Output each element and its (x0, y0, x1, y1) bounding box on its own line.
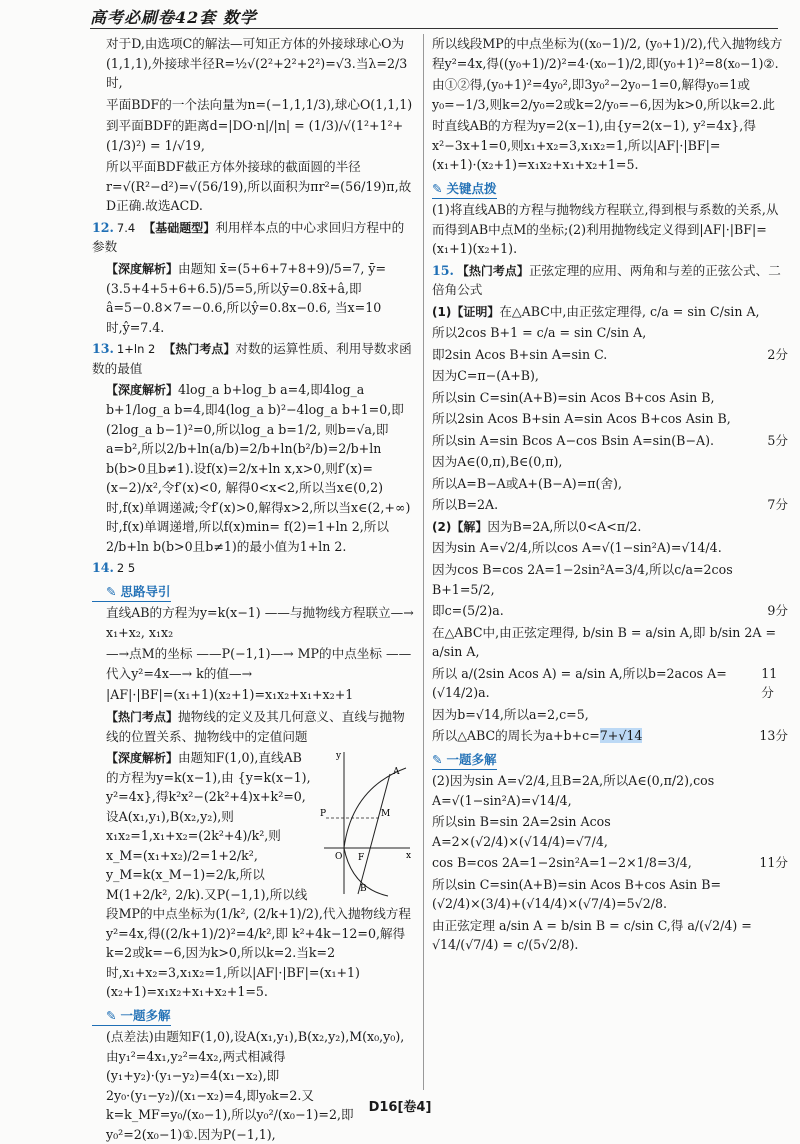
label-a: A (393, 767, 400, 778)
label-x: x (406, 851, 412, 862)
q13-answer: 1+ln 2 (116, 342, 156, 357)
q13-sol-line-2: 则b=√a,即a=b²,所以2/b+ln(a/b)=2/b+ln(b²/b)=2/b+ln b(b>0且b≠1).设f(x)=2/x+ln x,x>0,则f′(x)=(x−2)/x²,令f′(x)<0, (106, 421, 389, 496)
q14-guide-label: 思路导引 (120, 583, 171, 599)
pen-icon: ✎ (106, 583, 117, 599)
q13-number: 13. (92, 341, 114, 357)
q11-d-text-4: 所以平面BDF截正方体外接球的截面圆的半径r=√(R²−d²)=√(56/19),所以面积为πr²=(56/19)π,故D正确.故选ACD. (106, 159, 412, 214)
q12-answer: 7.4 (116, 220, 136, 235)
q15-p1-l10 (432, 495, 788, 515)
q14-alt-label: 一题多解 (120, 1007, 171, 1023)
q14-cont-3: 时直线AB的方程为y=2(x−1),由{y=2(x−1), y²=4x},得x²−3x+1=0,则x₁+x₂=3,x₁x₂=1,所以|AF|·|BF|=(x₁+1)·(x₂+1)=x₁x₂+x₁+x₂+1=5. (432, 118, 756, 173)
q15-p1-l7 (432, 431, 788, 451)
score-2: 2分 (767, 346, 788, 362)
score-9: 9分 (767, 603, 788, 619)
q15-p1-l5: 所以sin C=sin(A+B)=sin Acos B+cos Asin B, (432, 389, 715, 405)
q14-guide-heading (92, 582, 171, 602)
q14-cont-2: 由①②得,(y₀+1)²=4y₀²,即3y₀²−2y₀−1=0,解得y₀=1或y₀=−1/3,则k=2/y₀=2或k=2/y₀=−6,因为k>0,所以k=2.此 (432, 77, 775, 112)
q15-p1-l9: 所以A=B−A或A+(B−A)=π(舍), (432, 475, 622, 491)
q13-tag: 【热门考点】 (163, 342, 236, 357)
q13-sol-tag: 【深度解析】 (106, 383, 179, 398)
q15-p2-l2: 因为sin A=√2/4,所以cos A=√(1−sin²A)=√14/4. (432, 540, 722, 556)
q12-tag: 【基础题型】 (143, 220, 216, 235)
pen-icon: ✎ (432, 751, 443, 767)
page-footer: D16[卷4] (368, 1099, 432, 1115)
q13-sol-line-1: 4log_a b+log_b a=4,即4log_a b+1/log_a b=4,即4(log_a b)²−4log_a b+1=0,即(2log_a b−1)²=0,所以log_a b=1/2, (106, 382, 404, 437)
q14-topic (92, 707, 414, 746)
q15-number: 15. (432, 262, 454, 278)
q13-solution (92, 380, 414, 556)
label-b: B (360, 884, 367, 895)
q15-part2-line1 (432, 517, 788, 537)
key-point-text: (1)将直线AB的方程与抛物线方程联立,得到根与系数的关系,从而得到AB中点M的坐标;(2)利用抛物线定义得到|AF|·|BF|=(x₁+1)(x₂+1). (432, 201, 779, 257)
q14-tag: 【热门考点】 (106, 709, 179, 724)
q14-answer: 2 5 (116, 561, 136, 576)
q15-p1-l3 (432, 345, 788, 365)
alt-l1: (2)因为sin A=√2/4,且B=2A,所以A∈(0,π/2),cos A=√(1−sin²A)=√14/4, (432, 773, 715, 808)
q15-tag: 【热门考点】 (456, 263, 529, 278)
alt-l3 (432, 853, 788, 873)
q15-p2-l6 (432, 664, 788, 703)
page-header-title: 高考必刷卷42套 数学 (90, 8, 257, 27)
q15-p1-l10-text: 所以B=2A. (432, 497, 499, 513)
q15-p1-l1-text: 在△ABC中,由正弦定理得, c/a = sin C/sin A, (499, 303, 760, 319)
column-divider (423, 34, 424, 1090)
q15-p2-l4-text: 即c=(5/2)a. (432, 603, 504, 619)
q12-sol-tag: 【深度解析】 (106, 261, 179, 276)
q13-block (92, 339, 414, 378)
q11-d-text-3: 到平面BDF的距离d=|DO·n|/|n| = (1/3)/√(1²+1²+(1/3)²) = 1/√19, (106, 118, 404, 153)
q15-p1-l6: 所以2sin Acos B+sin A=sin Acos B+cos Asin B, (432, 411, 731, 427)
right-column (432, 34, 788, 1090)
q14-alt-text: (点差法)由题知F(1,0),设A(x₁,y₁),B(x₂,y₂),M(x₀,y₀),由y₁²=4x₁,y₂²=4x₂,两式相减得(y₁+y₂)·(y₁−y₂)=4(x₁−x₂),即2y₀·(y₁−y₂)/(x₁−x₂)=4,即y₀k=2.又k=k_MF=y₀/(x₀−1),所以y₀²/(x₀−1)=2,即y₀²=2(x₀−1)①.因为P(−1,1), (106, 1029, 405, 1142)
q15-p2-l4 (432, 601, 788, 621)
q15-p1-l8: 因为A∈(0,π),B∈(0,π), (432, 454, 563, 470)
label-m: M (381, 809, 391, 820)
pen-icon: ✎ (432, 180, 443, 196)
score-11: 11分 (761, 665, 778, 701)
q15-p2-l8-text: 所以△ABC的周长为a+b+c= (432, 728, 600, 744)
q12-intro: 利用样本点的中心求回归方程中的参数 (92, 219, 405, 255)
q15-p2-l5: 在△ABC中,由正弦定理得, b/sin B = a/sin A,即 b/sin 2A = a/sin A, (432, 624, 777, 660)
line-ab (358, 774, 390, 894)
q14-number: 14. (92, 560, 114, 576)
score-5: 5分 (767, 432, 788, 448)
parabola-upper (344, 768, 406, 848)
q14-solution (92, 748, 414, 1002)
label-f: F (358, 853, 365, 864)
q14-intro: 抛物线的定义及其几何意义、直线与抛物线的位置关系、抛物线中的定值问题 (106, 708, 405, 744)
q11-d-text-2: 平面BDF的一个法向量为n=(−1,1,1/3),球心O(1,1,1) (106, 96, 413, 112)
parabola-figure (318, 748, 414, 898)
q11-d-text-1: 对于D,由选项C的解法—可知正方体的外接球球心O为(1,1,1),外接球半径R=½√(2²+2²+2²)=√3.当λ=2/3时, (106, 36, 408, 91)
q15-block (432, 261, 788, 300)
q15-part2-tag: (2)【解】 (432, 519, 488, 534)
label-y: y (336, 751, 342, 762)
q12-sol-line-2: 当x=10时,ŷ=7.4. (106, 300, 382, 335)
q14-sol-tag: 【深度解析】 (106, 751, 179, 766)
q15-p2-l6-text: 所以 a/(2sin Acos A) = a/sin A,所以b=2acos A=(√14/2)a. (432, 665, 727, 701)
q15-p2-l1-text: 因为B=2A,所以0<A<π/2. (487, 518, 642, 534)
q14-guide-2: —→点M的坐标 ——P(−1,1)—→ MP的中点坐标 ——代入y²=4x—→ k的值—→ (106, 646, 412, 681)
perimeter-highlight: 7+√14 (599, 728, 643, 744)
q14-sol-2: M(1+2/k², 2/k).又P(−1,1),所以线段MP的中点坐标为(1/k², (2/k+1)/2),代入抛物线方程y²=4x,得((2/k+1)/2)²=4/k²,即 (106, 886, 411, 941)
alt-solution-heading (432, 750, 497, 770)
q15-p1-l3-text: 即2sin Acos B+sin A=sin C. (432, 346, 608, 362)
q15-p2-l3: 因为cos B=cos 2A=1−2sin²A=3/4,所以c/a=2cos B+1=5/2, (432, 561, 733, 597)
key-point-heading (432, 179, 497, 199)
alt-l5: 由正弦定理 a/sin A = b/sin B = c/sin C,得 a/(√2/4) = √14/(√7/4) = c/(5√2/8). (432, 917, 752, 953)
score-11-alt: 11分 (759, 855, 788, 871)
q15-intro: 正弦定理的应用、两角和与差的正弦公式、二倍角公式 (432, 262, 781, 298)
q14-guide-3: |AF|·|BF|=(x₁+1)(x₂+1)=x₁x₂+x₁+x₂+1 (106, 687, 354, 703)
q14-block (92, 558, 414, 578)
q12-sol-line-1: 由题知 x̄=(5+6+7+8+9)/5=7, ȳ=(3.5+4+5+6+6.5)/5=5,所以ȳ=0.8x̄+â,即â=5−0.8×7=−0.6,所以ŷ=0.8x−0.6, (106, 260, 387, 316)
alt-l4: 所以sin C=sin(A+B)=sin Acos B+cos Asin B=(√2/4)×(3/4)+(√14/4)×(√7/4)=5√2/8. (432, 876, 722, 912)
q15-p2-l8 (432, 726, 788, 746)
alt-l3-text: cos B=cos 2A=1−2sin²A=1−2×1/8=3/4, (432, 855, 692, 871)
q14-sol-1: 由题知F(1,0),直线AB的方程为y=k(x−1),由 {y=k(x−1), y²=4x},得k²x²−(2k²+4)x+k²=0,设A(x₁,y₁),B(x₂,y₂),则x₁x₂=1,x₁+x₂=(2k²+4)/k²,则x_M=(x₁+x₂)/2=1+2/k², y_M=k(x_M−1)=2/k,所以 (106, 750, 311, 883)
label-p: P (320, 809, 327, 820)
header-rule (90, 28, 778, 29)
q15-part1-line1 (432, 302, 788, 322)
q14-alt-heading (92, 1006, 171, 1026)
q15-p1-l4: 因为C=π−(A+B), (432, 368, 539, 384)
label-o: O (335, 852, 343, 863)
alt-solution-label: 一题多解 (446, 751, 497, 767)
pen-icon: ✎ (106, 1007, 117, 1023)
key-point-label: 关键点拨 (446, 180, 497, 196)
score-7: 7分 (767, 497, 788, 513)
q14-guide-1: 直线AB的方程为y=k(x−1) ——与抛物线方程联立—→ x₁+x₂, x₁x₂ (106, 605, 414, 640)
q13-sol-line-4: f(2)=1+ln 2,所以2/b+ln b(b>0且b≠1)的最小值为1+ln 2. (106, 519, 389, 554)
score-13: 13分 (759, 728, 788, 744)
q12-block (92, 218, 414, 257)
q14-sol-3: k²+4k−12=0,解得k=2或k=−6,因为k>0,所以k=2.当k=2时,x₁+x₂=3,x₁x₂=1,所以|AF|·|BF|=(x₁+1)(x₂+1)=x₁x₂+x₁+x₂+1=5. (106, 925, 406, 1000)
q13-sol-line-3: 解得0<x<2,所以当x∈(0,2)时,f(x)单调递减;令f′(x)>0,解得x>2,所以当x∈(2,+∞)时,f(x)单调递增,所以f(x)min= (106, 480, 411, 535)
q13-intro: 对数的运算性质、利用导数求函数的最值 (92, 341, 412, 376)
alt-l2: 所以sin B=sin 2A=2sin Acos A=2×(√2/4)×(√14/4)=√7/4, (432, 814, 611, 849)
q15-p1-l7-text: 所以sin A=sin Bcos A−cos Bsin A=sin(B−A). (432, 432, 714, 448)
q15-p2-l7: 因为b=√14,所以a=2,c=5, (432, 706, 589, 722)
q14-cont-1: 所以线段MP的中点坐标为((x₀−1)/2, (y₀+1)/2),代入抛物线方程y²=4x,得((y₀+1)/2)²=4·(x₀−1)/2,即(y₀+1)²=8(x₀−1)②. (432, 36, 783, 71)
q12-solution (92, 259, 414, 337)
q15-p1-l2: 所以2cos B+1 = c/a = sin C/sin A, (432, 325, 647, 341)
q12-number: 12. (92, 219, 114, 235)
q15-part1-tag: (1)【证明】 (432, 304, 500, 319)
